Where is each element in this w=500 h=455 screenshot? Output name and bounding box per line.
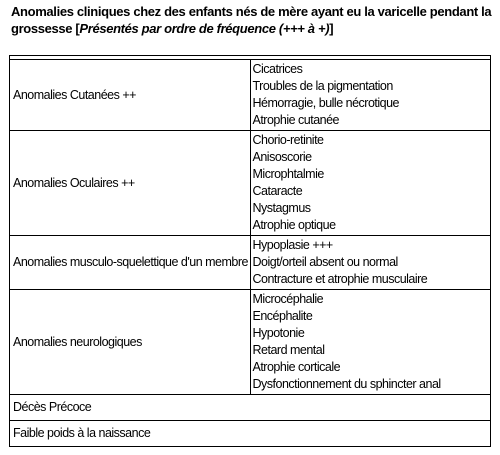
caption-line-2	[11, 20, 493, 37]
list-item: Hypotonie	[252, 326, 305, 340]
table-row	[10, 60, 491, 131]
list-item: Chorio-retinite	[252, 133, 324, 147]
list-item: Anisoscorie	[252, 150, 312, 164]
list-item: Cicatrices	[252, 62, 303, 76]
row-items-cutanees	[250, 60, 491, 131]
row-faible-poids: Faible poids à la naissance	[10, 421, 491, 447]
list-item: Atrophie cutanée	[252, 113, 340, 127]
anomalies-table	[9, 55, 491, 447]
row-deces-precoce: Décès Précoce	[10, 395, 491, 421]
list-item: Microcéphalie	[252, 292, 324, 306]
row-label-oculaires: Anomalies Oculaires ++	[10, 131, 251, 236]
list-item: Hémorragie, bulle nécrotique	[252, 96, 400, 110]
table-row	[10, 421, 491, 447]
table-row	[10, 290, 491, 395]
row-items-musculo	[250, 236, 491, 290]
list-item: Cataracte	[252, 184, 303, 198]
caption-line-1: Anomalies cliniques chez des enfants nés de mère ayant eu la varicelle pendant la	[11, 4, 492, 19]
table-row	[10, 131, 491, 236]
list-item: Contracture et atrophie musculaire	[252, 272, 428, 286]
table-row	[10, 395, 491, 421]
list-item: Troubles de la pigmentation	[252, 79, 393, 93]
list-item: Microphtalmie	[252, 167, 324, 181]
caption-line-2-italic: Présentés par ordre de fréquence (+++ à +)	[79, 21, 330, 36]
list-item: Atrophie optique	[252, 218, 336, 232]
table-caption	[11, 3, 493, 37]
list-item: Nystagmus	[252, 201, 311, 215]
list-item: Doigt/orteil absent ou normal	[252, 255, 398, 269]
list-item: Atrophie corticale	[252, 360, 341, 374]
row-label-neurologiques: Anomalies neurologiques	[10, 290, 251, 395]
row-label-musculo: Anomalies musculo-squelettique d'un membre	[10, 236, 251, 290]
list-item: Retard mental	[252, 343, 325, 357]
list-item: Encéphalite	[252, 309, 313, 323]
caption-line-2-start: grossesse [	[11, 21, 80, 36]
row-items-oculaires	[250, 131, 491, 236]
list-item: Hypoplasie +++	[252, 238, 333, 252]
list-item: Dysfonctionnement du sphincter anal	[252, 377, 441, 391]
row-items-neurologiques	[250, 290, 491, 395]
caption-line-2-end: ]	[329, 21, 334, 36]
row-label-cutanees: Anomalies Cutanées ++	[10, 60, 251, 131]
table-row	[10, 236, 491, 290]
